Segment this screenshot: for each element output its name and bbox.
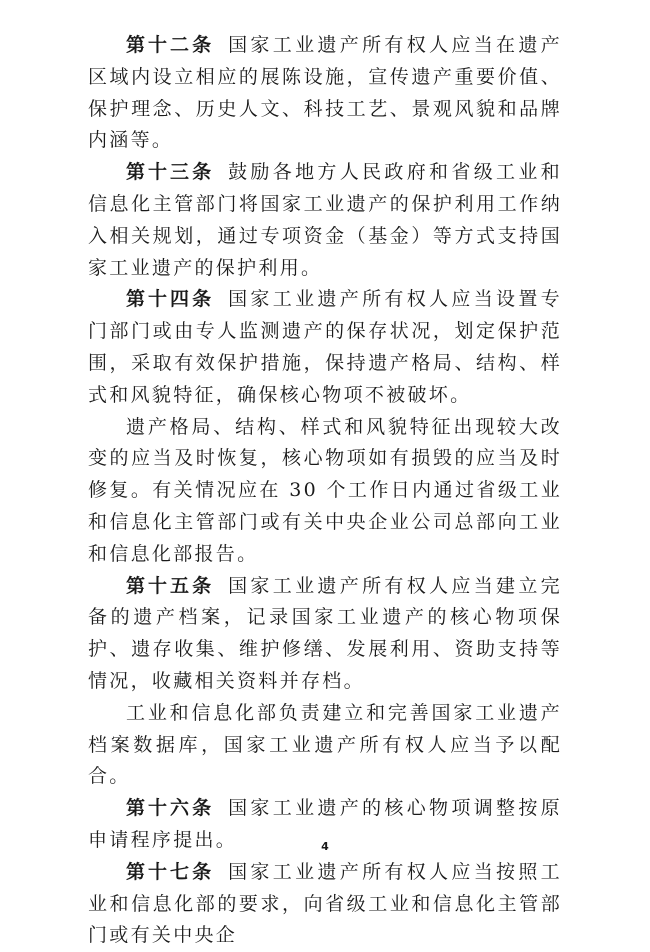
article-text: 国家工业遗产所有权人应当建立完备的遗产档案，记录国家工业遗产的核心物项保护、遗存收集、维护修缮、发展利用、资助支持等情况，收藏相关资料并存档。 <box>88 574 562 692</box>
article-15-paragraph <box>88 571 562 698</box>
article-13-paragraph <box>88 157 562 284</box>
article-text: 国家工业遗产所有权人应当按照工业和信息化部的要求，向省级工业和信息化主管部门或有关中央企 <box>88 860 562 947</box>
article-heading: 第十七条 <box>126 860 215 883</box>
article-15-continuation-paragraph <box>88 698 562 793</box>
article-14-continuation-paragraph <box>88 412 562 571</box>
article-17-paragraph <box>88 857 562 952</box>
article-heading: 第十二条 <box>126 34 215 56</box>
article-text: 国家工业遗产的核心物项调整按原申请程序提出。 <box>88 797 562 851</box>
paragraph-text: 遗产格局、结构、样式和风貌特征出现较大改变的应当及时恢复，核心物项如有损毁的应当及时修复。有关情况应在 30 个工作日内通过省级工业和信息化主管部门或有关中央企业公司总部向工业和信息化部报告。 <box>88 415 562 565</box>
article-12-paragraph <box>88 30 562 157</box>
article-text: 国家工业遗产所有权人应当设置专门部门或由专人监测遗产的保存状况，划定保护范围，采取有效保护措施，保持遗产格局、结构、样式和风貌特征，确保核心物项不被破坏。 <box>88 288 562 406</box>
paragraph-text: 工业和信息化部负责建立和完善国家工业遗产档案数据库，国家工业遗产所有权人应当予以配合。 <box>88 701 562 788</box>
article-14-paragraph <box>88 284 562 411</box>
document-body <box>88 30 562 952</box>
article-text: 国家工业遗产所有权人应当在遗产区域内设立相应的展陈设施，宣传遗产重要价值、保护理念、历史人文、科技工艺、景观风貌和品牌内涵等。 <box>88 34 562 152</box>
page-number: 4 <box>321 840 329 853</box>
article-heading: 第十六条 <box>126 797 215 820</box>
article-heading: 第十四条 <box>126 288 215 311</box>
article-text: 鼓励各地方人民政府和省级工业和信息化主管部门将国家工业遗产的保护利用工作纳入相关规划，通过专项资金（基金）等方式支持国家工业遗产的保护利用。 <box>88 161 562 279</box>
article-heading: 第十三条 <box>126 161 215 184</box>
article-heading: 第十五条 <box>126 574 215 597</box>
